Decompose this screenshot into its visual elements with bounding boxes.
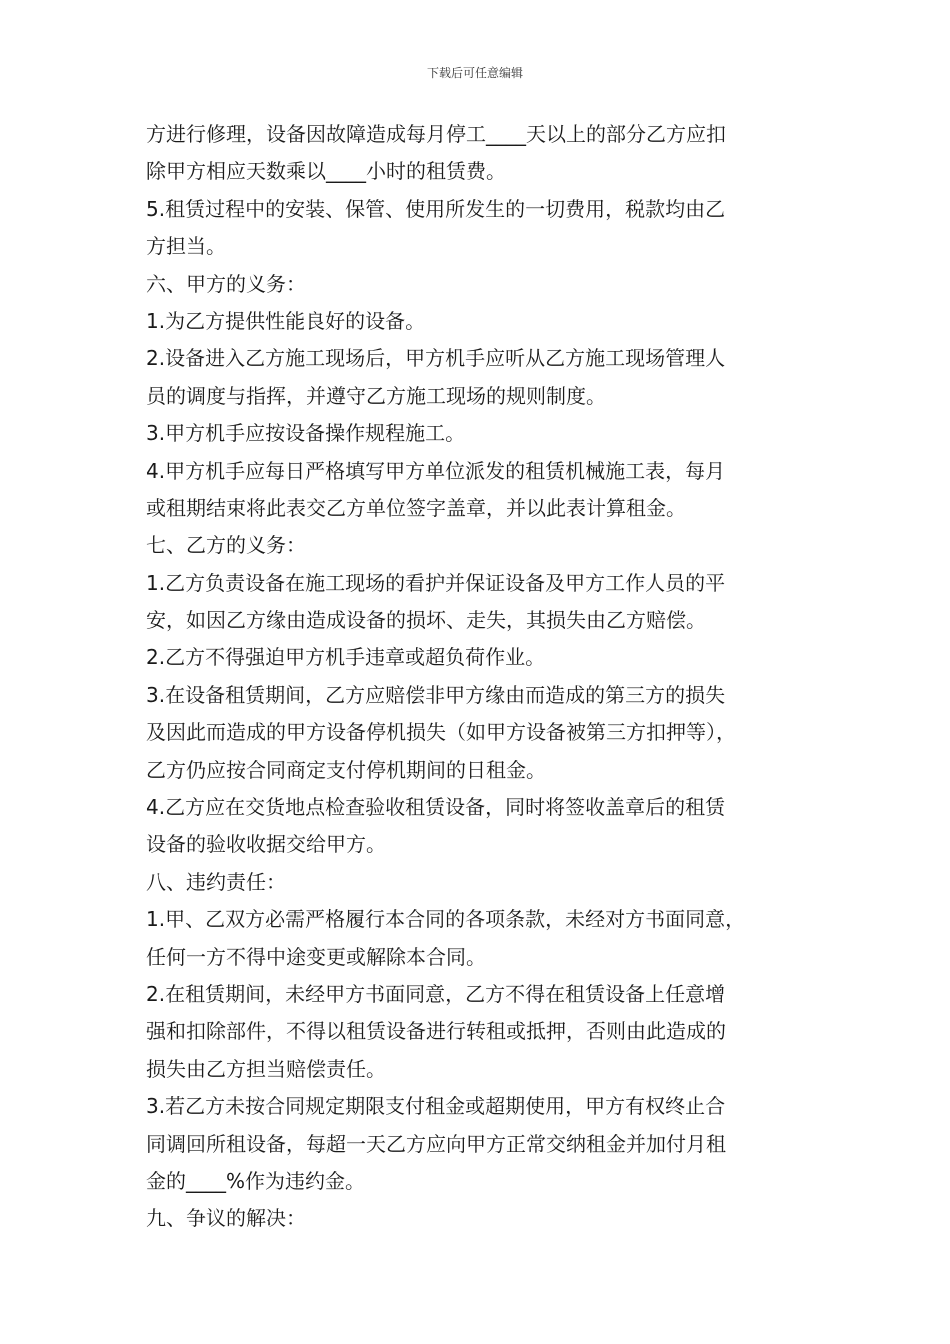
text-line: 员的调度与指挥，并遵守乙方施工现场的规则制度。 — [146, 383, 606, 408]
text-line: 3.若乙方未按合同规定期限支付租金或超期使用，甲方有权终止合 — [146, 1094, 726, 1119]
text-line: 4.甲方机手应每日严格填写甲方单位派发的租赁机械施工表，每月 — [146, 458, 726, 483]
text-line: 或租期结束将此表交乙方单位签字盖章，并以此表计算租金。 — [146, 495, 686, 520]
text-line: 除甲方相应天数乘以____小时的租赁费。 — [146, 159, 506, 184]
page-header: 下载后可任意编辑 — [426, 66, 523, 80]
text-line: 1.为乙方提供性能良好的设备。 — [146, 308, 426, 333]
section-heading: 八、违约责任： — [146, 869, 286, 894]
section-heading: 六、甲方的义务： — [146, 271, 306, 296]
text-line: 同调回所租设备，每超一天乙方应向甲方正常交纳租金并加付月租 — [146, 1131, 726, 1156]
section-heading: 九、争议的解决： — [146, 1206, 306, 1231]
text-line: 设备的验收收据交给甲方。 — [146, 832, 386, 857]
contract-body — [146, 116, 836, 1238]
text-line: 1.乙方负责设备在施工现场的看护并保证设备及甲方工作人员的平 — [146, 570, 726, 595]
text-line: 3.在设备租赁期间，乙方应赔偿非甲方缘由而造成的第三方的损失 — [146, 682, 726, 707]
text-line: 2.在租赁期间，未经甲方书面同意，乙方不得在租赁设备上任意增 — [146, 981, 726, 1006]
text-line: 5.租赁过程中的安装、保管、使用所发生的一切费用，税款均由乙 — [146, 196, 726, 221]
text-line: 及因此而造成的甲方设备停机损失（如甲方设备被第三方扣押等）， — [146, 720, 736, 745]
text-line: 损失由乙方担当赔偿责任。 — [146, 1056, 386, 1081]
text-line: 金的____%作为违约金。 — [146, 1168, 366, 1193]
text-line: 安，如因乙方缘由造成设备的损坏、走失，其损失由乙方赔偿。 — [146, 608, 706, 633]
section-heading: 七、乙方的义务： — [146, 533, 306, 558]
text-line: 3.甲方机手应按设备操作规程施工。 — [146, 421, 466, 446]
text-line: 4.乙方应在交货地点检查验收租赁设备，同时将签收盖章后的租赁 — [146, 795, 726, 820]
text-line: 任何一方不得中途变更或解除本合同。 — [146, 944, 486, 969]
text-line: 2.设备进入乙方施工现场后，甲方机手应听从乙方施工现场管理人 — [146, 346, 726, 371]
text-line: 2.乙方不得强迫甲方机手违章或超负荷作业。 — [146, 645, 546, 670]
text-line: 方进行修理，设备因故障造成每月停工____天以上的部分乙方应扣 — [146, 122, 726, 146]
text-line: 强和扣除部件，不得以租赁设备进行转租或抵押，否则由此造成的 — [146, 1019, 726, 1044]
text-line: 方担当。 — [146, 234, 226, 259]
text-line: 乙方仍应按合同商定支付停机期间的日租金。 — [146, 757, 546, 782]
text-line: 1.甲、乙双方必需严格履行本合同的各项条款，未经对方书面同意， — [146, 907, 746, 932]
